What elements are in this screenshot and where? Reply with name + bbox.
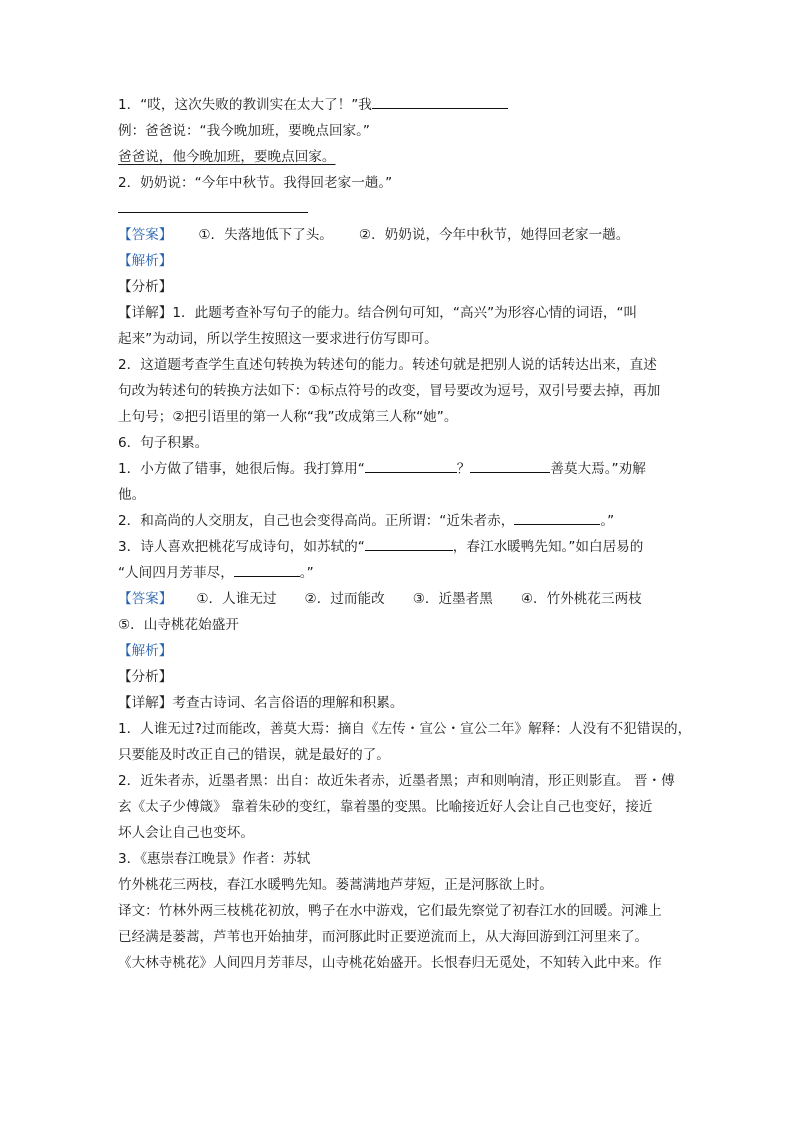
detail-line: 【详解】考查古诗词、名言俗语的理解和积累。 xyxy=(118,695,404,711)
example-answer-line: 爸爸说，他今晚加班，要晚点回家。 xyxy=(118,149,336,165)
detail-line-4: 句改为转述句的转换方法如下：①标点符号的改变，冒号要改为逗号，双引号要去掉，再加 xyxy=(118,383,661,399)
question-6-1-line: 1．小方做了错事，她很后悔。我打算用“ ？ 善莫大焉。”劝解 xyxy=(118,456,684,482)
analysis-tag: 【解析】 xyxy=(118,643,173,659)
detail-tag: 【详解】 xyxy=(118,305,173,321)
answer-line-6: 【答案】 ①．人谁无过 ②．过而能改 ③．近墨者黑 ④．竹外桃花三两枝 xyxy=(118,591,642,607)
explain-line-4: 玄《太子少傅箴》 靠着朱砂的变红，靠着墨的变黑。比喻接近好人会让自己也变好，接近 xyxy=(118,799,653,815)
answer-tag: 【答案】 xyxy=(118,591,173,607)
answer-1: ①．失落地低下了头。 xyxy=(198,227,333,243)
analysis-tag: 【解析】 xyxy=(118,253,173,269)
explain-line-5: 坏人会让自己也变坏。 xyxy=(118,825,254,841)
section-title: 6．句子积累。 xyxy=(118,435,209,451)
detail-tag: 【详解】 xyxy=(118,695,173,711)
answer-tag: 【答案】 xyxy=(118,227,173,243)
explain-line-8: 译文：竹林外两三枝桃花初放，鸭子在水中游戏，它们最先察觉了初春江水的回暖。河滩上 xyxy=(118,903,662,919)
explain-line-3: 2．近朱者赤，近墨者黑：出自：故近朱者赤，近墨者黑；声和则响清，形正则影直。 晋・傅 xyxy=(118,773,675,789)
answer-blank xyxy=(470,457,550,473)
explain-line-6: 3．《惠崇春江晚景》作者：苏轼 xyxy=(118,851,311,867)
answer-blank xyxy=(234,561,300,577)
question-1-text: 1．“哎，这次失败的教训实在太大了！”我 xyxy=(118,97,372,113)
answer-line-6-cont: ⑤．山寺桃花始盛开 xyxy=(118,617,239,633)
answer-blank xyxy=(372,93,508,109)
question-1-line xyxy=(118,92,684,118)
question-2-line: 2．奶奶说：“今年中秋节。我得回老家一趟。” xyxy=(118,175,393,191)
analyze-tag: 【分析】 xyxy=(118,669,173,685)
answer-blank xyxy=(365,535,453,551)
answer-blank xyxy=(118,197,308,213)
detail-line-3: 2．这道题考查学生直述句转换为转述句的能力。转述句就是把别人说的话转达出来，直述 xyxy=(118,357,657,373)
explain-line-7: 竹外桃花三两枝，春江水暖鸭先知。蒌蒿满地芦芽短，正是河豚欲上时。 xyxy=(118,877,553,893)
document-page xyxy=(118,92,692,976)
answer-2: ②．奶奶说，今年中秋节，她得回老家一趟。 xyxy=(358,227,630,243)
detail-line-1: 【详解】1．此题考查补写句子的能力。结合例句可知，“高兴”为形容心情的词语，“叫 xyxy=(118,305,638,321)
explain-line-1: 1．人谁无过?过而能改，善莫大焉：摘自《左传・宣公・宣公二年》解释：人没有不犯错误的， xyxy=(118,721,692,737)
explain-line-9: 已经满是蒌蒿，芦苇也开始抽芽，而河豚此时正要逆流而上，从大海回游到江河里来了。 xyxy=(118,929,649,945)
question-6-3-line: 3．诗人喜欢把桃花写成诗句，如苏轼的“ ，春江水暖鸭先知。”如白居易的 xyxy=(118,534,684,560)
question-6-1-cont: 他。 xyxy=(118,487,146,503)
blank-line xyxy=(118,196,684,222)
explain-line-2: 只要能及时改正自己的错误，就是最好的了。 xyxy=(118,747,390,763)
question-6-2-line: 2．和高尚的人交朋友，自己也会变得高尚。正所谓：“近朱者赤， 。” xyxy=(118,508,684,534)
detail-line-5: 上句号；②把引语里的第一人称“我”改成第三人称“她”。 xyxy=(118,409,458,425)
detail-line-2: 起来”为动词，所以学生按照这一要求进行仿写即可。 xyxy=(118,331,438,347)
answer-blank xyxy=(365,457,457,473)
example-line: 例：爸爸说：“我今晚加班，要晚点回家。” xyxy=(118,123,370,139)
explain-line-10: 《大林寺桃花》人间四月芳菲尽，山寺桃花始盛开。长恨春归无觅处，不知转入此中来。作 xyxy=(118,955,662,971)
question-6-3-cont: “人间四月芳菲尽， 。” xyxy=(118,560,684,586)
answer-blank xyxy=(514,509,600,525)
analyze-tag: 【分析】 xyxy=(118,279,173,295)
answer-line xyxy=(118,222,684,248)
